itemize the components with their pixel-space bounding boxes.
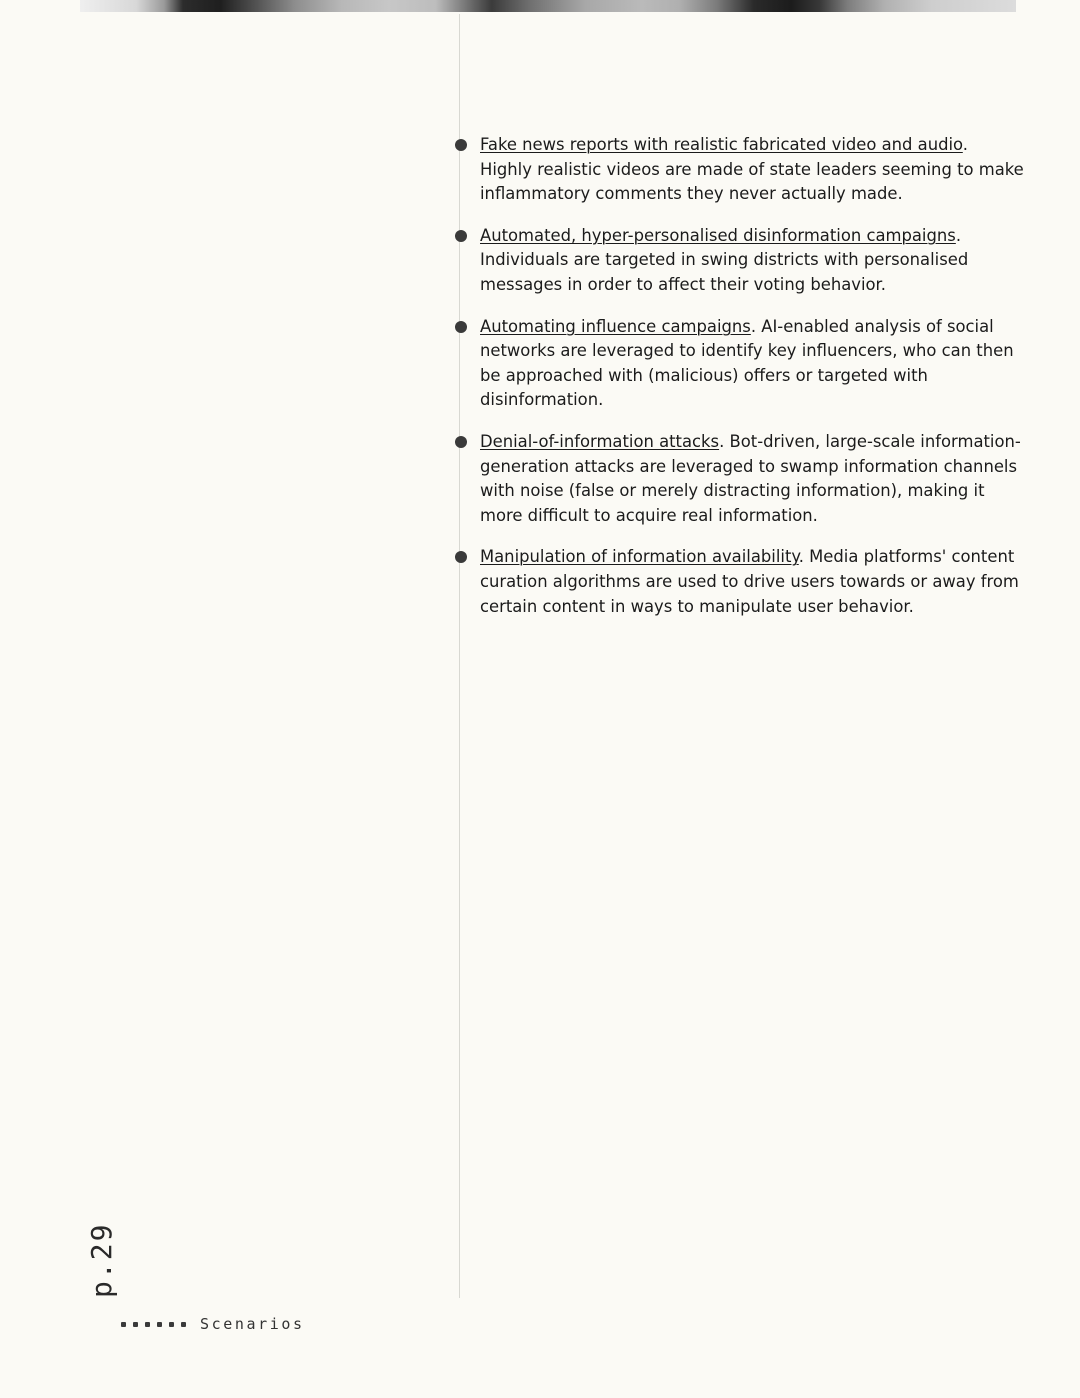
list-item (455, 430, 1025, 528)
item-title: Manipulation of information availability (480, 547, 799, 567)
item-text: . Individuals are targeted in swing districts with personalised messages in order to affect their voting behavior. (480, 225, 969, 294)
footer-dot (181, 1322, 186, 1327)
item-title: Fake news reports with realistic fabricated video and audio (480, 135, 963, 154)
bullet-icon (455, 139, 467, 151)
bullet-icon (455, 436, 467, 448)
list-item (455, 133, 1025, 207)
footer-dots-icon (121, 1322, 186, 1327)
bullet-list (455, 133, 1025, 636)
list-item (455, 315, 1025, 413)
item-text: . Media platforms' content curation algorithms are used to drive users towards or away from certain content in ways to manipulate user behavior. (480, 547, 1019, 616)
footer-dot (145, 1322, 150, 1327)
section-label: Scenarios (200, 1315, 305, 1333)
footer-dot (121, 1322, 126, 1327)
list-item (455, 545, 1025, 619)
bullet-icon (455, 551, 467, 563)
header-photo-strip (80, 0, 1016, 12)
page-number: p.29 (85, 1222, 118, 1298)
item-text: . AI-enabled analysis of social networks are leveraged to identify key influencers, who can then be approached with (malicious) offers or targeted with disinformation. (480, 316, 1014, 410)
bullet-icon (455, 230, 467, 242)
footer-dot (169, 1322, 174, 1327)
footer-dot (133, 1322, 138, 1327)
bullet-icon (455, 321, 467, 333)
section-footer (121, 1315, 305, 1333)
list-item (455, 224, 1025, 298)
item-title: Automating influence campaigns (480, 316, 751, 336)
item-title: Automated, hyper-personalised disinformation campaigns (480, 225, 956, 245)
item-text: . Bot-driven, large-scale information-generation attacks are leveraged to swamp information channels with noise (false or merely distracting information), making it more difficult to acquire real information. (480, 431, 1021, 525)
footer-dot (157, 1322, 162, 1327)
item-text: . Highly realistic videos are made of state leaders seeming to make inflammatory comments they never actually made. (480, 135, 1024, 204)
item-title: Denial-of-information attacks (480, 431, 720, 451)
